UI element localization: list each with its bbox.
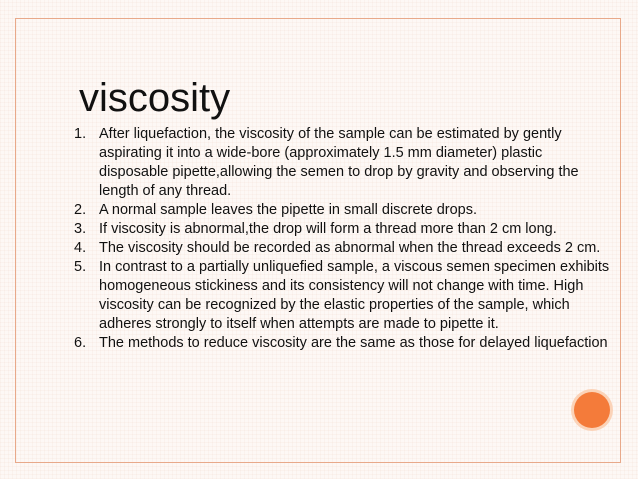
- list-item-number: 1.: [74, 126, 87, 142]
- list-item-number: 3.: [74, 221, 87, 237]
- list-item: [74, 125, 612, 201]
- list-item-text: After liquefaction, the viscosity of the sample can be estimated by gently aspirating it into a wide-bore (approximately 1.5 mm diameter) plastic disposable pipette,allowing the semen to drop by gravity and observing the length of any thread.: [99, 126, 579, 199]
- list-item: [74, 258, 612, 334]
- list-item-text: The viscosity should be recorded as abnormal when the thread exceeds 2 cm.: [99, 240, 601, 256]
- list-item-text: In contrast to a partially unliquefied sample, a viscous semen specimen exhibits homogeneous stickiness and its consistency will not change with time. High viscosity can be recognized by the elastic properties of the sample, which adheres strongly to itself when attempts are made to pipette it.: [99, 259, 610, 332]
- list-item-text: The methods to reduce viscosity are the same as those for delayed liquefaction: [99, 335, 608, 351]
- slide-title: viscosity: [79, 76, 231, 120]
- list-item: [74, 220, 612, 239]
- decorative-circle-icon: [574, 392, 610, 428]
- list-item: [74, 201, 612, 220]
- list-item-text: A normal sample leaves the pipette in small discrete drops.: [99, 202, 477, 218]
- numbered-list: [74, 125, 612, 353]
- list-item: [74, 239, 612, 258]
- list-item-number: 5.: [74, 259, 87, 275]
- list-item: [74, 334, 612, 353]
- list-item-number: 2.: [74, 202, 87, 218]
- list-item-text: If viscosity is abnormal,the drop will form a thread more than 2 cm long.: [99, 221, 557, 237]
- list-item-number: 6.: [74, 335, 87, 351]
- list-item-number: 4.: [74, 240, 87, 256]
